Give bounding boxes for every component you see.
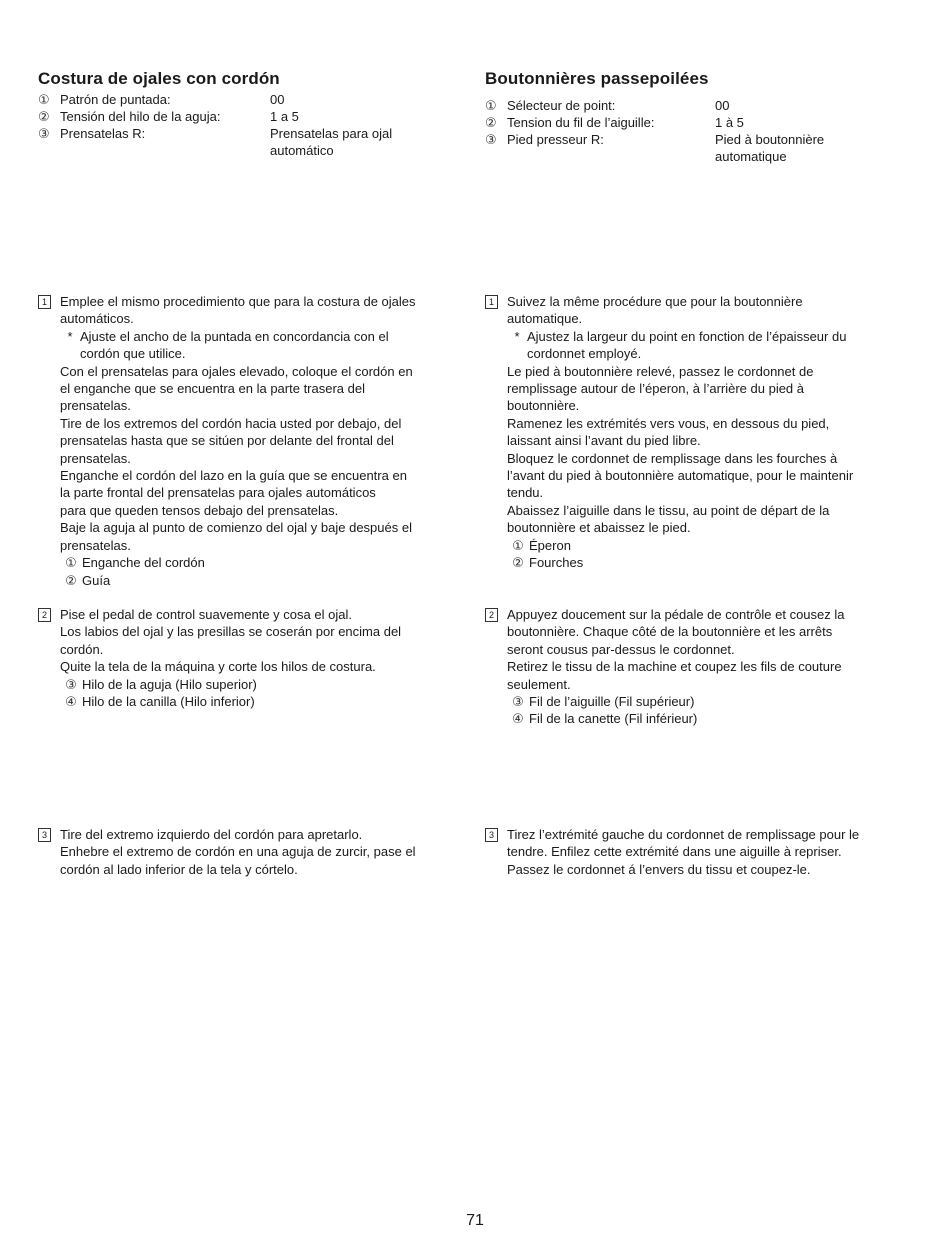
step-text-line: boutonnière. xyxy=(507,398,580,414)
note xyxy=(60,328,460,363)
setting-row xyxy=(38,108,420,125)
step-text-line: Enganche el cordón del lazo en la guía que se encuentra en xyxy=(60,468,407,484)
step-text-line: automatique. xyxy=(507,311,583,327)
callout-label: Hilo de la aguja (Hilo superior) xyxy=(82,676,257,692)
setting-value-line: automático xyxy=(270,143,334,158)
step-2-spanish xyxy=(38,606,460,710)
step-text-line: tendu. xyxy=(507,485,544,501)
step-text-line: prensatelas. xyxy=(60,537,131,553)
setting-value: 1 a 5 xyxy=(270,109,299,124)
callout-number: ② xyxy=(65,572,77,588)
step-text-line: seulement. xyxy=(507,676,571,692)
step-text-line: Passez le cordonnet á l’envers du tissu et coupez-le. xyxy=(507,861,811,877)
step-text-line: Enhebre el extremo de cordón en una aguja de zurcir, pase el xyxy=(60,844,416,860)
step-text-line: seront cousus par-dessus le cordonnet. xyxy=(507,641,735,657)
settings-french xyxy=(485,97,865,165)
step-number-box: 2 xyxy=(38,608,51,622)
step-text-line: Con el prensatelas para ojales elevado, coloque el cordón en xyxy=(60,363,413,379)
setting-label: Pied presseur R: xyxy=(507,132,604,147)
setting-value xyxy=(715,131,865,165)
step-text-line: la parte frontal del prensatelas para ojales automáticos xyxy=(60,485,376,501)
callout-label: Fil de la canette (Fil inférieur) xyxy=(529,711,698,727)
asterisk-icon: * xyxy=(67,328,73,344)
setting-row xyxy=(485,131,865,165)
note-text-line: cordonnet employé. xyxy=(527,346,642,362)
spanish-column xyxy=(38,68,468,90)
callout-label: Fil de l’aiguille (Fil supérieur) xyxy=(529,694,695,710)
setting-label: Tension du fil de l’aiguille: xyxy=(507,115,655,130)
setting-value-line: automatique xyxy=(715,149,787,164)
step-3-french xyxy=(485,826,927,878)
step-number-box: 1 xyxy=(485,295,498,309)
callout-label: Guía xyxy=(82,572,111,588)
step-2-french xyxy=(485,606,917,728)
setting-value-line: Pied à boutonnière xyxy=(715,132,825,147)
step-text-line: Ramenez les extrémités vers vous, en dessous du pied, xyxy=(507,415,830,431)
step-text-line: cordón al lado inferior de la tela y córtelo. xyxy=(60,861,298,877)
setting-row xyxy=(485,97,865,114)
callout-label: Éperon xyxy=(529,537,571,553)
step-number-box: 1 xyxy=(38,295,51,309)
step-text-line: boutonnière. Chaque côté de la boutonnière et les arrêts xyxy=(507,624,833,640)
callout-label: Enganche del cordón xyxy=(82,555,205,571)
step-text-line: el enganche que se encuentra en la parte trasera del xyxy=(60,381,365,397)
callout-label: Hilo de la canilla (Hilo inferior) xyxy=(82,694,255,710)
setting-row xyxy=(485,114,865,131)
callout-number: ④ xyxy=(512,711,524,727)
callout-label: Fourches xyxy=(529,555,584,571)
callout xyxy=(60,693,460,710)
note-text-line: Ajuste el ancho de la puntada en concordancia con el xyxy=(80,328,389,344)
setting-row xyxy=(38,91,420,108)
callout xyxy=(507,710,917,727)
step-text-line: l’avant du pied à boutonnière automatique, pour le maintenir xyxy=(507,468,854,484)
setting-value: 1 à 5 xyxy=(715,115,744,130)
step-text-line: Pise el pedal de control suavemente y cosa el ojal. xyxy=(60,607,352,622)
step-text-line: Appuyez doucement sur la pédale de contrôle et cousez la xyxy=(507,607,845,622)
setting-value-line: Prensatelas para ojal xyxy=(270,126,393,141)
page-number: 71 xyxy=(466,1212,484,1229)
step-number-box: 2 xyxy=(485,608,498,622)
asterisk-icon: * xyxy=(514,328,520,344)
setting-value: 00 xyxy=(270,92,285,107)
note-text-line: cordón que utilice. xyxy=(80,346,186,362)
step-text-line: remplissage autour de l’éperon, à l’arrière du pied à xyxy=(507,381,805,397)
step-text-line: automáticos. xyxy=(60,311,134,327)
step-text-line: tendre. Enfilez cette extrémité dans une aiguille à repriser. xyxy=(507,844,842,860)
step-text-line: Bloquez le cordonnet de remplissage dans les fourches à xyxy=(507,450,838,466)
callout-number: ① xyxy=(512,537,524,553)
callout-number: ① xyxy=(38,92,50,107)
step-1-spanish xyxy=(38,293,460,589)
callout xyxy=(507,537,907,554)
callout xyxy=(507,693,917,710)
callout xyxy=(60,554,460,571)
step-text-line: Tire del extremo izquierdo del cordón para apretarlo. xyxy=(60,827,363,842)
step-text-line: prensatelas. xyxy=(60,398,131,414)
setting-row xyxy=(38,125,420,159)
callout-number: ③ xyxy=(512,694,524,710)
section-title-french: Boutonnières passepoilées xyxy=(485,69,709,88)
callout-number: ③ xyxy=(65,676,77,692)
callout xyxy=(60,676,460,693)
callout-number: ① xyxy=(65,555,77,571)
step-number-box: 3 xyxy=(38,828,51,842)
step-text-line: Le pied à boutonnière relevé, passez le cordonnet de xyxy=(507,363,814,379)
callout-number: ③ xyxy=(38,126,50,141)
step-3-spanish xyxy=(38,826,460,878)
step-number-box: 3 xyxy=(485,828,498,842)
callout-number: ④ xyxy=(65,694,77,710)
step-text-line: Baje la aguja al punto de comienzo del ojal y baje después el xyxy=(60,520,412,536)
step-text-line: prensatelas hasta que se sitúen por delante del frontal del xyxy=(60,433,394,449)
callout xyxy=(507,554,907,571)
section-title-spanish: Costura de ojales con cordón xyxy=(38,69,280,88)
step-1-french xyxy=(485,293,907,572)
french-column xyxy=(485,68,915,90)
setting-value xyxy=(270,125,420,159)
step-text-line: cordón. xyxy=(60,641,104,657)
setting-label: Patrón de puntada: xyxy=(60,92,171,107)
step-text-line: Abaissez l’aiguille dans le tissu, au point de départ de la xyxy=(507,502,830,518)
callout xyxy=(60,572,460,589)
note-text-line: Ajustez la largeur du point en fonction de l’épaisseur du xyxy=(527,328,847,344)
note xyxy=(507,328,907,363)
step-text-line: Tire de los extremos del cordón hacia usted por debajo, del xyxy=(60,415,402,431)
settings-spanish xyxy=(38,91,420,159)
setting-label: Tensión del hilo de la aguja: xyxy=(60,109,221,124)
step-text-line: Suivez la même procédure que pour la boutonnière xyxy=(507,294,803,309)
step-text-line: boutonnière et abaissez le pied. xyxy=(507,520,691,536)
step-text-line: prensatelas. xyxy=(60,450,131,466)
step-text-line: Los labios del ojal y las presillas se coserán por encima del xyxy=(60,624,402,640)
setting-label: Prensatelas R: xyxy=(60,126,146,141)
callout-number: ① xyxy=(485,98,497,113)
callout-number: ③ xyxy=(485,132,497,147)
step-text-line: para que queden tensos debajo del prensatelas. xyxy=(60,502,339,518)
step-text-line: Tirez l’extrémité gauche du cordonnet de remplissage pour le xyxy=(507,827,860,842)
step-text-line: laissant ainsi l’avant du pied libre. xyxy=(507,433,701,449)
callout-number: ② xyxy=(485,115,497,130)
callout-number: ② xyxy=(512,555,524,571)
step-text-line: Retirez le tissu de la machine et coupez les fils de couture xyxy=(507,659,842,675)
step-text-line: Emplee el mismo procedimiento que para la costura de ojales xyxy=(60,294,416,309)
setting-label: Sélecteur de point: xyxy=(507,98,616,113)
callout-number: ② xyxy=(38,109,50,124)
setting-value: 00 xyxy=(715,98,730,113)
step-text-line: Quite la tela de la máquina y corte los hilos de costura. xyxy=(60,659,376,675)
